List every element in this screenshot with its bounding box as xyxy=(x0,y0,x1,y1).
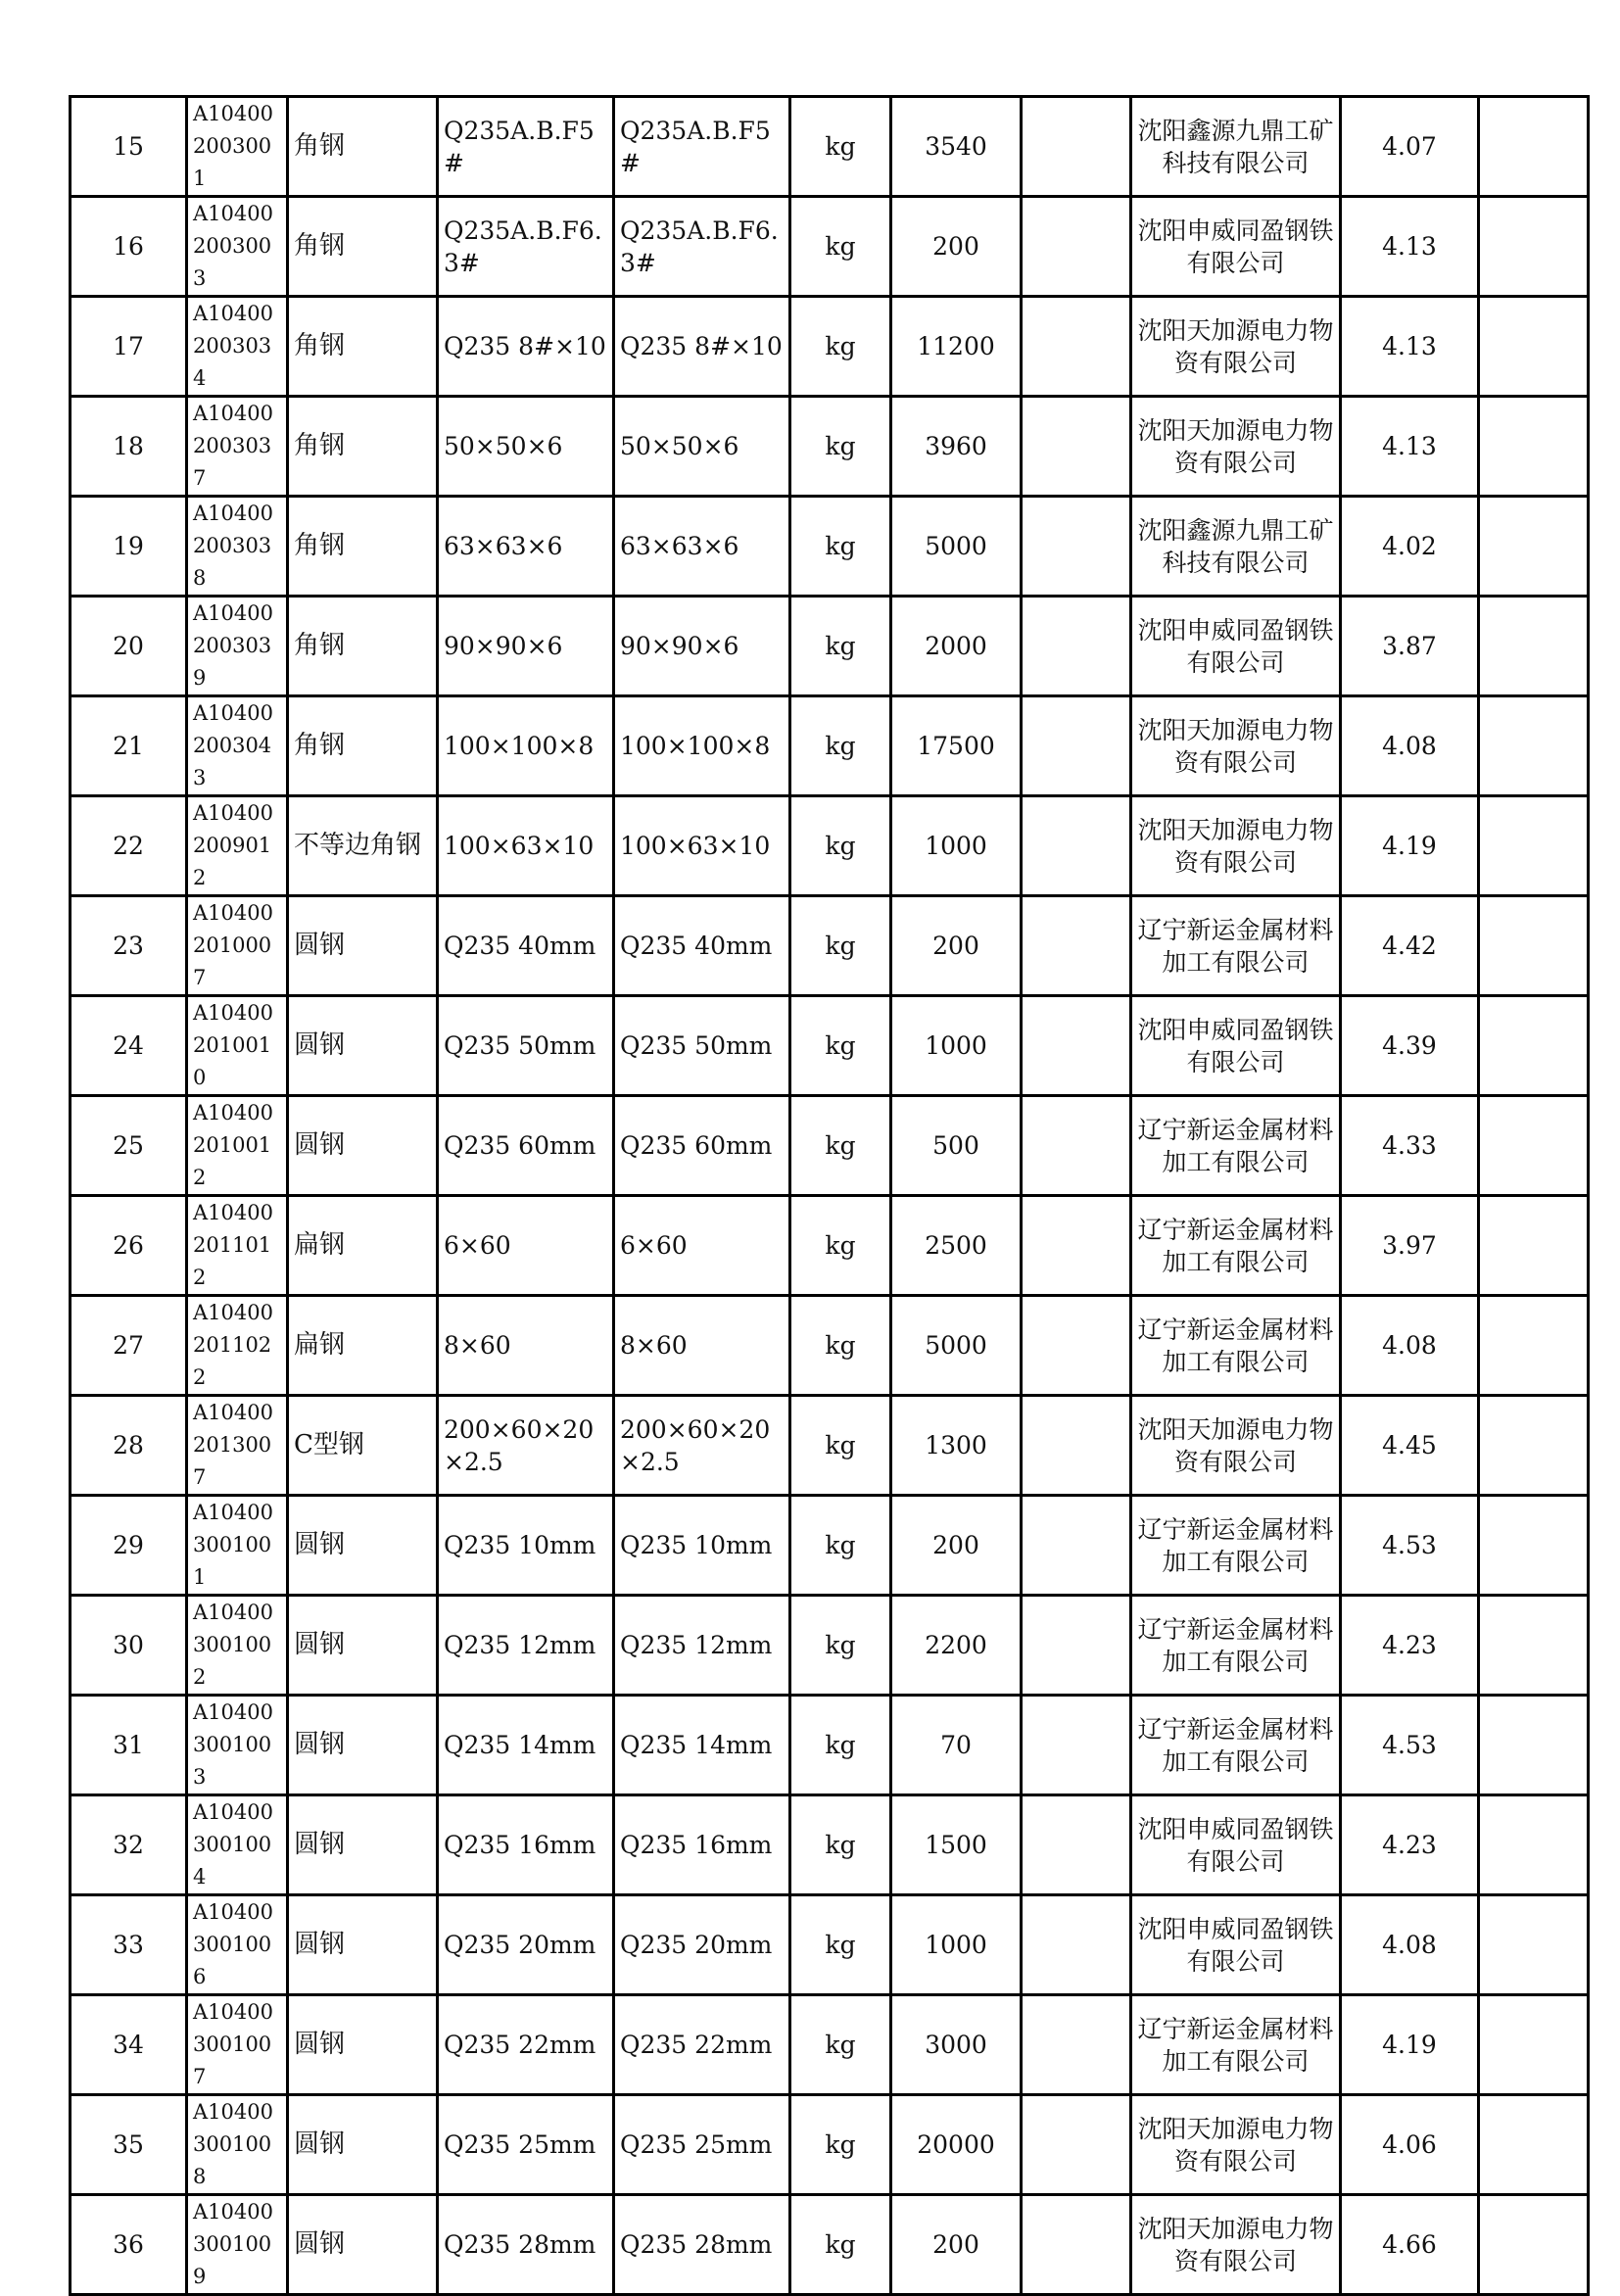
unit-price-cell: 4.66 xyxy=(1341,2195,1479,2295)
row-number-cell: 22 xyxy=(71,796,187,896)
quantity-cell: 11200 xyxy=(891,297,1022,397)
quantity-cell: 5000 xyxy=(891,497,1022,597)
blank-cell-cell xyxy=(1022,696,1131,796)
row-number-cell: 19 xyxy=(71,497,187,597)
table-row xyxy=(71,1795,1589,1895)
material-name-cell: 圆钢 xyxy=(288,2195,438,2295)
model-cell: Q235 10mm xyxy=(614,1496,790,1596)
quantity-cell: 1000 xyxy=(891,796,1022,896)
supplier-cell: 沈阳申威同盈钢铁有限公司 xyxy=(1131,1895,1341,1995)
blank-cell-cell xyxy=(1022,1196,1131,1296)
unit-cell: kg xyxy=(790,1795,891,1895)
blank-cell-cell xyxy=(1022,2095,1131,2195)
specification-cell: Q235 50mm xyxy=(438,996,614,1096)
procurement-table xyxy=(69,95,1590,2296)
supplier-cell: 辽宁新运金属材料加工有限公司 xyxy=(1131,1596,1341,1696)
unit-cell: kg xyxy=(790,297,891,397)
model-cell: 100×100×8 xyxy=(614,696,790,796)
unit-price-cell: 4.07 xyxy=(1341,97,1479,197)
quantity-cell: 2200 xyxy=(891,1596,1022,1696)
supplier-cell: 沈阳鑫源九鼎工矿科技有限公司 xyxy=(1131,497,1341,597)
remark-cell xyxy=(1479,1795,1589,1895)
specification-cell: Q235 8#×10 xyxy=(438,297,614,397)
quantity-cell: 500 xyxy=(891,1096,1022,1196)
specification-cell: 100×100×8 xyxy=(438,696,614,796)
remark-cell xyxy=(1479,1096,1589,1196)
blank-cell-cell xyxy=(1022,1596,1131,1696)
unit-price-cell: 4.42 xyxy=(1341,896,1479,996)
remark-cell xyxy=(1479,1296,1589,1396)
row-number-cell: 24 xyxy=(71,996,187,1096)
material-name-cell: 圆钢 xyxy=(288,1496,438,1596)
supplier-cell: 沈阳申威同盈钢铁有限公司 xyxy=(1131,1795,1341,1895)
blank-cell-cell xyxy=(1022,1096,1131,1196)
table-row xyxy=(71,97,1589,197)
row-number-cell: 25 xyxy=(71,1096,187,1196)
specification-cell: Q235 10mm xyxy=(438,1496,614,1596)
specification-cell: Q235A.B.F6.3# xyxy=(438,197,614,297)
material-code-cell: A104003001008 xyxy=(187,2095,288,2195)
table-row xyxy=(71,996,1589,1096)
specification-cell: 6×60 xyxy=(438,1196,614,1296)
model-cell: Q235A.B.F6.3# xyxy=(614,197,790,297)
unit-cell: kg xyxy=(790,1096,891,1196)
table-body xyxy=(71,97,1589,2295)
unit-price-cell: 4.19 xyxy=(1341,796,1479,896)
unit-cell: kg xyxy=(790,197,891,297)
material-code-cell: A104003001004 xyxy=(187,1795,288,1895)
row-number-cell: 34 xyxy=(71,1995,187,2095)
material-code-cell: A104003001001 xyxy=(187,1496,288,1596)
unit-price-cell: 4.23 xyxy=(1341,1795,1479,1895)
remark-cell xyxy=(1479,1696,1589,1795)
remark-cell xyxy=(1479,97,1589,197)
material-name-cell: 角钢 xyxy=(288,297,438,397)
supplier-cell: 沈阳天加源电力物资有限公司 xyxy=(1131,2195,1341,2295)
row-number-cell: 35 xyxy=(71,2095,187,2195)
row-number-cell: 17 xyxy=(71,297,187,397)
model-cell: 8×60 xyxy=(614,1296,790,1396)
material-name-cell: 圆钢 xyxy=(288,1596,438,1696)
remark-cell xyxy=(1479,796,1589,896)
blank-cell-cell xyxy=(1022,197,1131,297)
unit-price-cell: 4.19 xyxy=(1341,1995,1479,2095)
specification-cell: Q235 14mm xyxy=(438,1696,614,1795)
row-number-cell: 20 xyxy=(71,597,187,696)
material-name-cell: C型钢 xyxy=(288,1396,438,1496)
model-cell: 200×60×20×2.5 xyxy=(614,1396,790,1496)
model-cell: 50×50×6 xyxy=(614,397,790,497)
specification-cell: Q235 20mm xyxy=(438,1895,614,1995)
material-name-cell: 角钢 xyxy=(288,497,438,597)
material-code-cell: A104002003001 xyxy=(187,97,288,197)
quantity-cell: 200 xyxy=(891,1496,1022,1596)
specification-cell: Q235 16mm xyxy=(438,1795,614,1895)
supplier-cell: 辽宁新运金属材料加工有限公司 xyxy=(1131,1196,1341,1296)
material-code-cell: A104002011022 xyxy=(187,1296,288,1396)
supplier-cell: 沈阳申威同盈钢铁有限公司 xyxy=(1131,197,1341,297)
table-row xyxy=(71,1696,1589,1795)
row-number-cell: 30 xyxy=(71,1596,187,1696)
supplier-cell: 沈阳天加源电力物资有限公司 xyxy=(1131,297,1341,397)
blank-cell-cell xyxy=(1022,297,1131,397)
material-name-cell: 圆钢 xyxy=(288,1995,438,2095)
blank-cell-cell xyxy=(1022,1795,1131,1895)
table-row xyxy=(71,297,1589,397)
quantity-cell: 3540 xyxy=(891,97,1022,197)
remark-cell xyxy=(1479,996,1589,1096)
blank-cell-cell xyxy=(1022,397,1131,497)
supplier-cell: 沈阳申威同盈钢铁有限公司 xyxy=(1131,996,1341,1096)
material-code-cell: A104002010010 xyxy=(187,996,288,1096)
material-name-cell: 圆钢 xyxy=(288,996,438,1096)
remark-cell xyxy=(1479,197,1589,297)
model-cell: Q235 60mm xyxy=(614,1096,790,1196)
material-name-cell: 角钢 xyxy=(288,597,438,696)
model-cell: Q235 14mm xyxy=(614,1696,790,1795)
unit-price-cell: 4.23 xyxy=(1341,1596,1479,1696)
table-row xyxy=(71,1496,1589,1596)
specification-cell: 50×50×6 xyxy=(438,397,614,497)
supplier-cell: 辽宁新运金属材料加工有限公司 xyxy=(1131,896,1341,996)
table-row xyxy=(71,696,1589,796)
quantity-cell: 200 xyxy=(891,2195,1022,2295)
blank-cell-cell xyxy=(1022,896,1131,996)
material-name-cell: 圆钢 xyxy=(288,896,438,996)
row-number-cell: 32 xyxy=(71,1795,187,1895)
specification-cell: Q235 60mm xyxy=(438,1096,614,1196)
model-cell: Q235 20mm xyxy=(614,1895,790,1995)
material-code-cell: A104002011012 xyxy=(187,1196,288,1296)
row-number-cell: 28 xyxy=(71,1396,187,1496)
quantity-cell: 3960 xyxy=(891,397,1022,497)
material-code-cell: A104002010007 xyxy=(187,896,288,996)
material-code-cell: A104002003043 xyxy=(187,696,288,796)
row-number-cell: 21 xyxy=(71,696,187,796)
table-row xyxy=(71,1296,1589,1396)
unit-price-cell: 4.08 xyxy=(1341,696,1479,796)
material-name-cell: 扁钢 xyxy=(288,1196,438,1296)
unit-price-cell: 4.13 xyxy=(1341,197,1479,297)
specification-cell: Q235 12mm xyxy=(438,1596,614,1696)
material-name-cell: 角钢 xyxy=(288,97,438,197)
specification-cell: 200×60×20×2.5 xyxy=(438,1396,614,1496)
model-cell: Q235 16mm xyxy=(614,1795,790,1895)
unit-cell: kg xyxy=(790,1895,891,1995)
unit-price-cell: 4.53 xyxy=(1341,1696,1479,1795)
table-row xyxy=(71,1096,1589,1196)
material-code-cell: A104002003034 xyxy=(187,297,288,397)
unit-cell: kg xyxy=(790,1196,891,1296)
row-number-cell: 27 xyxy=(71,1296,187,1396)
table-row xyxy=(71,1396,1589,1496)
table-row xyxy=(71,896,1589,996)
unit-cell: kg xyxy=(790,796,891,896)
table-row xyxy=(71,1196,1589,1296)
remark-cell xyxy=(1479,2195,1589,2295)
model-cell: 6×60 xyxy=(614,1196,790,1296)
blank-cell-cell xyxy=(1022,1995,1131,2095)
remark-cell xyxy=(1479,2095,1589,2195)
specification-cell: Q235 40mm xyxy=(438,896,614,996)
unit-cell: kg xyxy=(790,1995,891,2095)
remark-cell xyxy=(1479,1596,1589,1696)
specification-cell: 90×90×6 xyxy=(438,597,614,696)
material-name-cell: 角钢 xyxy=(288,696,438,796)
supplier-cell: 沈阳鑫源九鼎工矿科技有限公司 xyxy=(1131,97,1341,197)
supplier-cell: 沈阳天加源电力物资有限公司 xyxy=(1131,696,1341,796)
quantity-cell: 70 xyxy=(891,1696,1022,1795)
unit-cell: kg xyxy=(790,1296,891,1396)
remark-cell xyxy=(1479,397,1589,497)
remark-cell xyxy=(1479,1995,1589,2095)
material-name-cell: 圆钢 xyxy=(288,2095,438,2195)
material-name-cell: 不等边角钢 xyxy=(288,796,438,896)
unit-cell: kg xyxy=(790,1396,891,1496)
model-cell: 63×63×6 xyxy=(614,497,790,597)
blank-cell-cell xyxy=(1022,1496,1131,1596)
table-row xyxy=(71,397,1589,497)
unit-cell: kg xyxy=(790,497,891,597)
material-name-cell: 角钢 xyxy=(288,197,438,297)
table-row xyxy=(71,197,1589,297)
remark-cell xyxy=(1479,896,1589,996)
remark-cell xyxy=(1479,497,1589,597)
specification-cell: Q235 25mm xyxy=(438,2095,614,2195)
material-code-cell: A104002003039 xyxy=(187,597,288,696)
specification-cell: Q235 22mm xyxy=(438,1995,614,2095)
quantity-cell: 2000 xyxy=(891,597,1022,696)
material-name-cell: 圆钢 xyxy=(288,1096,438,1196)
material-code-cell: A104003001007 xyxy=(187,1995,288,2095)
material-code-cell: A104003001003 xyxy=(187,1696,288,1795)
remark-cell xyxy=(1479,1196,1589,1296)
supplier-cell: 沈阳申威同盈钢铁有限公司 xyxy=(1131,597,1341,696)
row-number-cell: 33 xyxy=(71,1895,187,1995)
unit-price-cell: 4.13 xyxy=(1341,397,1479,497)
row-number-cell: 36 xyxy=(71,2195,187,2295)
material-code-cell: A104002009012 xyxy=(187,796,288,896)
table-row xyxy=(71,2195,1589,2295)
model-cell: Q235 8#×10 xyxy=(614,297,790,397)
supplier-cell: 辽宁新运金属材料加工有限公司 xyxy=(1131,1096,1341,1196)
model-cell: Q235A.B.F5# xyxy=(614,97,790,197)
table-row xyxy=(71,497,1589,597)
blank-cell-cell xyxy=(1022,996,1131,1096)
unit-price-cell: 4.06 xyxy=(1341,2095,1479,2195)
specification-cell: 100×63×10 xyxy=(438,796,614,896)
supplier-cell: 辽宁新运金属材料加工有限公司 xyxy=(1131,1696,1341,1795)
material-code-cell: A104003001009 xyxy=(187,2195,288,2295)
material-code-cell: A104002003038 xyxy=(187,497,288,597)
supplier-cell: 沈阳天加源电力物资有限公司 xyxy=(1131,1396,1341,1496)
supplier-cell: 辽宁新运金属材料加工有限公司 xyxy=(1131,1995,1341,2095)
table-row xyxy=(71,1596,1589,1696)
unit-cell: kg xyxy=(790,2095,891,2195)
blank-cell-cell xyxy=(1022,796,1131,896)
material-name-cell: 圆钢 xyxy=(288,1895,438,1995)
table-row xyxy=(71,1895,1589,1995)
material-code-cell: A104003001002 xyxy=(187,1596,288,1696)
material-code-cell: A104002010012 xyxy=(187,1096,288,1196)
quantity-cell: 200 xyxy=(891,197,1022,297)
material-code-cell: A104003001006 xyxy=(187,1895,288,1995)
remark-cell xyxy=(1479,1895,1589,1995)
table-row xyxy=(71,1995,1589,2095)
remark-cell xyxy=(1479,696,1589,796)
model-cell: Q235 25mm xyxy=(614,2095,790,2195)
material-code-cell: A104002013007 xyxy=(187,1396,288,1496)
row-number-cell: 26 xyxy=(71,1196,187,1296)
unit-price-cell: 4.33 xyxy=(1341,1096,1479,1196)
quantity-cell: 1000 xyxy=(891,1895,1022,1995)
unit-price-cell: 3.87 xyxy=(1341,597,1479,696)
model-cell: Q235 22mm xyxy=(614,1995,790,2095)
blank-cell-cell xyxy=(1022,1895,1131,1995)
specification-cell: 8×60 xyxy=(438,1296,614,1396)
row-number-cell: 15 xyxy=(71,97,187,197)
unit-cell: kg xyxy=(790,896,891,996)
quantity-cell: 5000 xyxy=(891,1296,1022,1396)
quantity-cell: 1000 xyxy=(891,996,1022,1096)
unit-cell: kg xyxy=(790,996,891,1096)
unit-cell: kg xyxy=(790,397,891,497)
specification-cell: 63×63×6 xyxy=(438,497,614,597)
row-number-cell: 16 xyxy=(71,197,187,297)
unit-price-cell: 4.53 xyxy=(1341,1496,1479,1596)
row-number-cell: 18 xyxy=(71,397,187,497)
quantity-cell: 200 xyxy=(891,896,1022,996)
unit-price-cell: 4.08 xyxy=(1341,1296,1479,1396)
model-cell: Q235 40mm xyxy=(614,896,790,996)
quantity-cell: 2500 xyxy=(891,1196,1022,1296)
blank-cell-cell xyxy=(1022,97,1131,197)
quantity-cell: 20000 xyxy=(891,2095,1022,2195)
unit-price-cell: 4.13 xyxy=(1341,297,1479,397)
quantity-cell: 3000 xyxy=(891,1995,1022,2095)
table-row xyxy=(71,597,1589,696)
unit-price-cell: 4.08 xyxy=(1341,1895,1479,1995)
unit-price-cell: 4.02 xyxy=(1341,497,1479,597)
unit-cell: kg xyxy=(790,2195,891,2295)
table-row xyxy=(71,2095,1589,2195)
unit-price-cell: 4.45 xyxy=(1341,1396,1479,1496)
supplier-cell: 辽宁新运金属材料加工有限公司 xyxy=(1131,1496,1341,1596)
unit-cell: kg xyxy=(790,97,891,197)
remark-cell xyxy=(1479,1396,1589,1496)
blank-cell-cell xyxy=(1022,1396,1131,1496)
specification-cell: Q235 28mm xyxy=(438,2195,614,2295)
remark-cell xyxy=(1479,597,1589,696)
quantity-cell: 1500 xyxy=(891,1795,1022,1895)
unit-cell: kg xyxy=(790,1596,891,1696)
supplier-cell: 沈阳天加源电力物资有限公司 xyxy=(1131,397,1341,497)
blank-cell-cell xyxy=(1022,1296,1131,1396)
quantity-cell: 1300 xyxy=(891,1396,1022,1496)
row-number-cell: 29 xyxy=(71,1496,187,1596)
remark-cell xyxy=(1479,1496,1589,1596)
remark-cell xyxy=(1479,297,1589,397)
blank-cell-cell xyxy=(1022,497,1131,597)
table-row xyxy=(71,796,1589,896)
model-cell: Q235 50mm xyxy=(614,996,790,1096)
supplier-cell: 沈阳天加源电力物资有限公司 xyxy=(1131,2095,1341,2195)
unit-price-cell: 3.97 xyxy=(1341,1196,1479,1296)
unit-cell: kg xyxy=(790,597,891,696)
row-number-cell: 23 xyxy=(71,896,187,996)
material-name-cell: 圆钢 xyxy=(288,1795,438,1895)
material-name-cell: 扁钢 xyxy=(288,1296,438,1396)
unit-cell: kg xyxy=(790,1696,891,1795)
row-number-cell: 31 xyxy=(71,1696,187,1795)
blank-cell-cell xyxy=(1022,597,1131,696)
model-cell: 90×90×6 xyxy=(614,597,790,696)
model-cell: Q235 28mm xyxy=(614,2195,790,2295)
specification-cell: Q235A.B.F5# xyxy=(438,97,614,197)
material-code-cell: A104002003003 xyxy=(187,197,288,297)
model-cell: Q235 12mm xyxy=(614,1596,790,1696)
unit-cell: kg xyxy=(790,696,891,796)
model-cell: 100×63×10 xyxy=(614,796,790,896)
blank-cell-cell xyxy=(1022,1696,1131,1795)
unit-price-cell: 4.39 xyxy=(1341,996,1479,1096)
material-name-cell: 圆钢 xyxy=(288,1696,438,1795)
supplier-cell: 辽宁新运金属材料加工有限公司 xyxy=(1131,1296,1341,1396)
unit-cell: kg xyxy=(790,1496,891,1596)
material-name-cell: 角钢 xyxy=(288,397,438,497)
blank-cell-cell xyxy=(1022,2195,1131,2295)
material-code-cell: A104002003037 xyxy=(187,397,288,497)
quantity-cell: 17500 xyxy=(891,696,1022,796)
supplier-cell: 沈阳天加源电力物资有限公司 xyxy=(1131,796,1341,896)
